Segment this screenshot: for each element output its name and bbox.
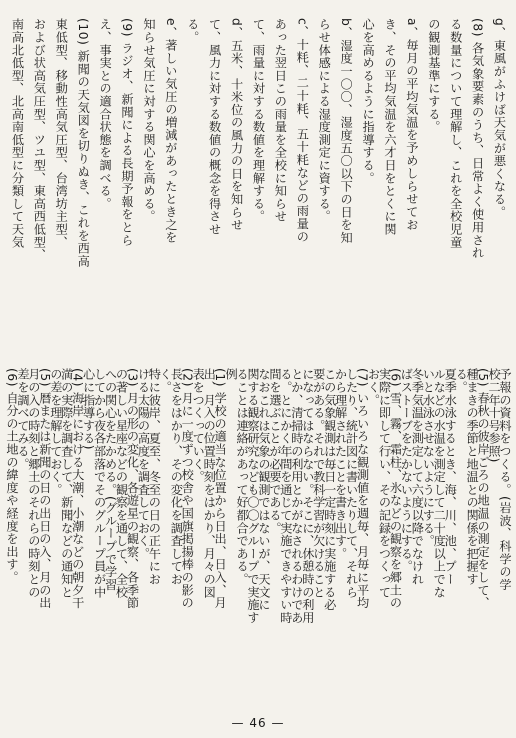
text-column: (1) 学校の適当な位置から日出、日入、月	[213, 368, 228, 610]
text-column: への関心をたかめる。(グループで学習	[103, 368, 118, 591]
text-column: 東低型、移動性高気圧型、台湾坊主型、	[54, 18, 69, 249]
text-column: あった翌日この雨量を全校に知らせ	[273, 18, 288, 223]
text-column: ばストーブをたかないようにする。	[399, 368, 414, 573]
text-column: (10) 新聞の天気図を切りぬき、これを西高	[76, 18, 91, 268]
text-column: 差を調べてみる。	[15, 368, 30, 471]
text-column: の観測基準にする。	[426, 18, 441, 134]
text-column: て、風力に対する数値の概念を得させ	[207, 18, 222, 236]
text-column: a、毎月の平均気温を予めしらせてお	[404, 18, 419, 231]
text-column: 種まきの季節と地温との関係を把握す	[465, 368, 480, 586]
text-column: の差を理解しておく。	[48, 368, 63, 496]
text-column: おく。	[366, 368, 381, 407]
text-column: 心を高めるように指導する。	[361, 18, 376, 185]
text-column: 夏季水泳するとき、海、川、池、プー	[443, 368, 458, 586]
text-column: (8) 各気象要素のうち、日常よく使用され	[470, 18, 485, 260]
text-column: らせ体感による湿度測定に資する。	[317, 18, 332, 223]
text-column: 予報の資料をつくる。(岩波、科学の学	[498, 368, 513, 591]
text-column: (6) 雪、霧、霜柱、氷などの観察を郷土の	[388, 368, 403, 610]
text-column: 実際に即して行い、その記録をつくって	[377, 368, 392, 599]
lower-text-block	[4, 368, 513, 714]
text-column: 出、月入の位置時刻をはかり、月々の図	[202, 368, 217, 599]
upper-text-block	[6, 18, 510, 358]
text-column: および状高気圧型、ツユ型、東高西低型、	[32, 18, 47, 262]
text-column: なおこれは気象の観測ではないが、天文に	[256, 368, 271, 612]
text-column: 満の実際を調査して、新聞などの通知と	[59, 368, 74, 599]
text-column: 間を選ぶことが必要である。	[267, 368, 282, 535]
text-column: ける太陽の高度を調査しておく。	[136, 368, 151, 560]
text-column: る数量について理解し、これを全校児童	[448, 18, 463, 249]
text-column: から理解されたことを書き出す。	[333, 368, 348, 560]
text-column: る。	[185, 18, 200, 44]
text-column: (6) 自分の土地の緯度や経度を出す。	[4, 368, 19, 584]
text-column: 知らせ気圧に対する関心を高める。	[141, 18, 156, 223]
page-number: — 46 —	[231, 716, 285, 730]
text-column: る。	[454, 368, 469, 394]
text-column: b、湿度一〇〇、湿度五〇以下の日を知	[339, 18, 354, 244]
text-column: く。	[158, 368, 173, 394]
text-column: (7) いろいろな観測値を週毎、月毎に平均	[355, 368, 370, 610]
text-column: (3) 月の形の変化、各遊星の観察、各季節	[125, 368, 140, 610]
text-column: き、その平均気温を六才日をとくに関	[382, 18, 397, 236]
text-column: て、雨量に対する数値を理解する。	[251, 18, 266, 223]
text-column: 長さをはかり、その変化を調査してお	[169, 368, 184, 586]
text-column: この気象観測は毎日一定時刻に実施する必	[322, 368, 337, 612]
text-column: 冬季気温を測定して六度以降でなけれ	[410, 368, 425, 586]
text-column: え、事実との適合状態を調べる。	[98, 18, 113, 210]
text-column: 要がある。それで教科学習が欠けること	[311, 368, 326, 599]
text-column: になってはならない。そこに、休憩時の利用	[300, 368, 315, 624]
text-column: 南高北低型、北高南低型に分類して天気	[10, 18, 25, 249]
text-column: してから夜各部落でそのグループ員が中	[92, 368, 107, 599]
text-column: 表をつくっていく。	[191, 368, 206, 484]
text-column: の著しい星座などの観察を通して、全校	[114, 368, 129, 599]
text-column: 特に彼岸、夏至、冬至の日の正午にお	[147, 368, 162, 586]
text-column: g、東風がふけば天気が悪くなる。	[492, 18, 507, 219]
text-column: (5) 暦または新聞の日の出日の入、月の出	[37, 368, 52, 610]
text-column: したり、統計図に書いたりして、それら	[344, 368, 359, 599]
text-column: 校二年十号参照)	[487, 368, 502, 463]
text-column: (4) 海岸における大潮、小潮などの朝夕干	[70, 368, 85, 610]
text-column: 関する観察研究なども〇〇グループで実施す	[246, 368, 261, 624]
text-column: とか、清掃時の利用とかがなされるわけであ	[289, 368, 304, 624]
text-column: 月の入の時刻と郷土のそれらの時刻との	[26, 368, 41, 599]
text-column: ルなどの水温を測定して二十度以上でな	[432, 368, 447, 599]
text-column: 心に指導する)	[81, 368, 96, 451]
text-column: c、十粍、二十粍、五十粍などの雨量の	[295, 18, 310, 243]
text-column: (5) 春秋の彼岸ごろの地温の測定をして、	[476, 368, 491, 610]
text-column: e、著しい気圧の増減があったとき之を	[163, 18, 178, 244]
text-column: d、五米、十米位の風力の日を知らせ	[229, 18, 244, 232]
text-column: る。とにかく年間を通じて実施できやすい時	[278, 368, 293, 624]
text-column: (2) 月に一度ずつ校舎や国旗掲揚棒の影の	[180, 368, 195, 610]
text-column: いと水泳させないようにする。	[421, 368, 436, 548]
text-column: 例	[224, 368, 239, 381]
text-column: (9) ラジオ、新聞による長期予報をとら	[120, 18, 135, 247]
text-column: ることは連絡があって好都合である。	[235, 368, 250, 586]
